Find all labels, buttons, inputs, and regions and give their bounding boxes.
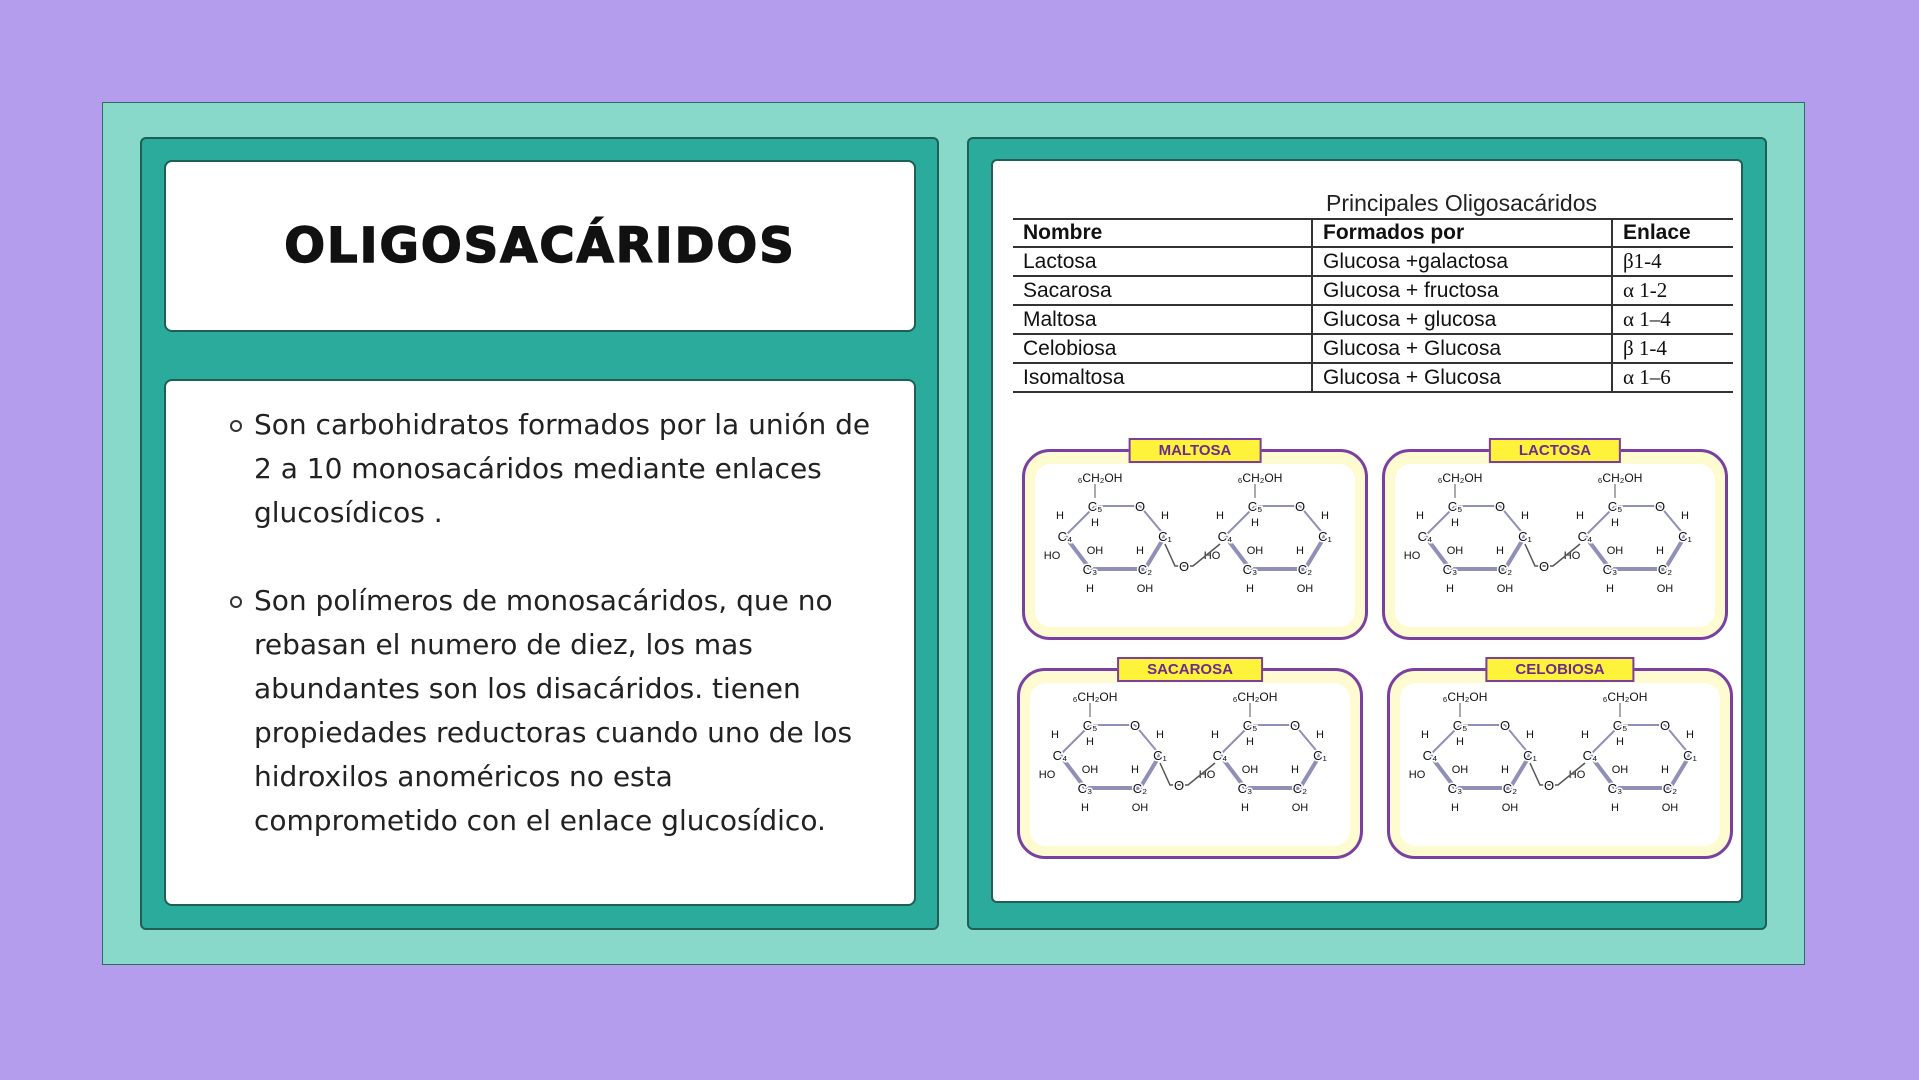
atom-label: O: [1294, 499, 1306, 514]
atom-label: C₂: [1657, 562, 1673, 577]
atom-label: O: [1173, 778, 1185, 793]
atom-label: O: [1289, 718, 1301, 733]
atom-label: H: [1211, 729, 1219, 741]
atom-label: C₁: [1153, 748, 1167, 763]
atom-label: H: [1051, 729, 1059, 741]
structure-area: [1395, 464, 1715, 627]
cell-composition: Glucosa + fructosa: [1312, 276, 1612, 305]
structure-area: [1035, 464, 1355, 627]
sacarosa-structure: [1017, 661, 1363, 859]
atom-label: OH: [1296, 583, 1314, 595]
atom-label: H: [1156, 729, 1164, 741]
atom-label: ₆CH₂OH: [1072, 690, 1118, 704]
atom-label: C₂: [1502, 781, 1518, 796]
table-row: [1013, 363, 1733, 392]
atom-label: O: [1659, 718, 1671, 733]
atom-label: O: [1654, 499, 1666, 514]
bullet-item: Son polímeros de monosacáridos, que no rebasan el numero de diez, los mas abundantes son los disacáridos. tienen propiedades reductoras cuando uno de los hidroxilos anoméricos no esta comprometido con el enlace glucosídico.: [218, 579, 884, 843]
structure-area: [1400, 683, 1720, 846]
atom-label: H: [1421, 729, 1429, 741]
atom-label: O: [1538, 559, 1550, 574]
atom-label: H: [1251, 517, 1259, 529]
header-enlace: Enlace: [1612, 219, 1733, 247]
atom-label: C₃: [1602, 562, 1618, 577]
structure-label: LACTOSA: [1489, 438, 1621, 463]
atom-label: C₁: [1683, 748, 1697, 763]
atom-label: H: [1296, 545, 1304, 557]
atom-label: H: [1161, 510, 1169, 522]
cell-name: Isomaltosa: [1013, 363, 1312, 392]
maltosa-structure: [1022, 442, 1368, 640]
atom-label: OH: [1501, 802, 1519, 814]
atom-label: H: [1611, 517, 1619, 529]
cell-name: Celobiosa: [1013, 334, 1312, 363]
atom-label: HO: [1198, 769, 1216, 781]
atom-label: C₅: [1607, 499, 1623, 514]
atom-label: O: [1134, 499, 1146, 514]
atom-label: H: [1581, 729, 1589, 741]
molecule-diagram: [1400, 683, 1720, 848]
molecule-diagram: [1030, 683, 1360, 848]
atom-label: C₁: [1523, 748, 1537, 763]
content-card: [164, 379, 916, 906]
atom-label: H: [1316, 729, 1324, 741]
atom-label: H: [1291, 764, 1299, 776]
cell-composition: Glucosa +galactosa: [1312, 247, 1612, 276]
atom-label: H: [1656, 545, 1664, 557]
atom-label: C₂: [1497, 562, 1513, 577]
atom-label: C₄: [1212, 748, 1228, 763]
atom-label: C₃: [1242, 562, 1258, 577]
atom-label: C₄: [1417, 529, 1433, 544]
table-header-row: [1013, 219, 1733, 247]
atom-label: O: [1499, 718, 1511, 733]
atom-label: C₃: [1447, 781, 1463, 796]
bullet-list: [218, 403, 884, 887]
table-row: [1013, 305, 1733, 334]
atom-label: OH: [1131, 802, 1149, 814]
atom-label: H: [1661, 764, 1669, 776]
atom-label: HO: [1408, 769, 1426, 781]
atom-label: H: [1496, 545, 1504, 557]
atom-label: C₅: [1247, 499, 1263, 514]
atom-label: H: [1246, 583, 1254, 595]
atom-label: ₆CH₂OH: [1602, 690, 1648, 704]
atom-label: C₅: [1612, 718, 1628, 733]
cell-bond: α 1–4: [1612, 305, 1733, 334]
cell-composition: Glucosa + glucosa: [1312, 305, 1612, 334]
atom-label: C₄: [1422, 748, 1438, 763]
header-nombre: Nombre: [1013, 219, 1312, 247]
atom-label: C₁: [1158, 529, 1172, 544]
table-row: [1013, 334, 1733, 363]
atom-label: C₄: [1217, 529, 1233, 544]
atom-label: H: [1501, 764, 1509, 776]
cell-bond: α 1–6: [1612, 363, 1733, 392]
atom-label: ₆CH₂OH: [1232, 690, 1278, 704]
atom-label: H: [1521, 510, 1529, 522]
celobiosa-structure: [1387, 661, 1733, 859]
atom-label: H: [1576, 510, 1584, 522]
cell-bond: β1-4: [1612, 247, 1733, 276]
atom-label: HO: [1203, 550, 1221, 562]
table-title: Principales Oligosacáridos: [1326, 190, 1598, 216]
atom-label: H: [1616, 736, 1624, 748]
atom-label: C₅: [1082, 718, 1098, 733]
atom-label: O: [1129, 718, 1141, 733]
atom-label: H: [1091, 517, 1099, 529]
atom-label: H: [1451, 802, 1459, 814]
atom-label: H: [1241, 802, 1249, 814]
atom-label: C₁: [1518, 529, 1532, 544]
atom-label: C₄: [1582, 748, 1598, 763]
atom-label: HO: [1568, 769, 1586, 781]
atom-label: OH: [1086, 545, 1104, 557]
atom-label: O: [1178, 559, 1190, 574]
atom-label: H: [1526, 729, 1534, 741]
cell-name: Sacarosa: [1013, 276, 1312, 305]
atom-label: H: [1446, 583, 1454, 595]
atom-label: C₂: [1662, 781, 1678, 796]
atom-label: OH: [1451, 764, 1469, 776]
atom-label: C₃: [1082, 562, 1098, 577]
page-title: OLIGOSACÁRIDOS: [284, 218, 796, 274]
atom-label: C₃: [1237, 781, 1253, 796]
atom-label: C₁: [1678, 529, 1692, 544]
cell-name: Maltosa: [1013, 305, 1312, 334]
cell-bond: β 1-4: [1612, 334, 1733, 363]
atom-label: H: [1086, 736, 1094, 748]
atom-label: OH: [1241, 764, 1259, 776]
atom-label: H: [1611, 802, 1619, 814]
atom-label: O: [1543, 778, 1555, 793]
atom-label: ₆CH₂OH: [1237, 471, 1283, 485]
table-row: [1013, 247, 1733, 276]
bullet-item: Son carbohidratos formados por la unión de 2 a 10 monosacáridos mediante enlaces glucosídicos .: [218, 403, 884, 535]
atom-label: C₂: [1292, 781, 1308, 796]
atom-label: H: [1321, 510, 1329, 522]
atom-label: H: [1686, 729, 1694, 741]
atom-label: OH: [1496, 583, 1514, 595]
atom-label: C₄: [1577, 529, 1593, 544]
atom-label: H: [1216, 510, 1224, 522]
atom-label: C₁: [1313, 748, 1327, 763]
atom-label: ₆CH₂OH: [1597, 471, 1643, 485]
atom-label: C₄: [1052, 748, 1068, 763]
atom-label: C₃: [1442, 562, 1458, 577]
atom-label: H: [1056, 510, 1064, 522]
atom-label: C₂: [1297, 562, 1313, 577]
atom-label: H: [1456, 736, 1464, 748]
atom-label: OH: [1606, 545, 1624, 557]
atom-label: HO: [1038, 769, 1056, 781]
molecule-diagram: [1035, 464, 1355, 629]
atom-label: H: [1681, 510, 1689, 522]
atom-label: OH: [1136, 583, 1154, 595]
atom-label: H: [1606, 583, 1614, 595]
atom-label: C₁: [1318, 529, 1332, 544]
atom-label: OH: [1081, 764, 1099, 776]
atom-label: OH: [1611, 764, 1629, 776]
atom-label: C₃: [1607, 781, 1623, 796]
atom-label: H: [1416, 510, 1424, 522]
molecule-diagram: [1395, 464, 1715, 629]
cell-composition: Glucosa + Glucosa: [1312, 363, 1612, 392]
atom-label: H: [1131, 764, 1139, 776]
cell-name: Lactosa: [1013, 247, 1312, 276]
atom-label: C₅: [1447, 499, 1463, 514]
cell-bond: α 1-2: [1612, 276, 1733, 305]
atom-label: OH: [1246, 545, 1264, 557]
atom-label: C₅: [1087, 499, 1103, 514]
cell-composition: Glucosa + Glucosa: [1312, 334, 1612, 363]
atom-label: C₃: [1077, 781, 1093, 796]
atom-label: C₂: [1132, 781, 1148, 796]
atom-label: ₆CH₂OH: [1077, 471, 1123, 485]
atom-label: OH: [1656, 583, 1674, 595]
atom-label: H: [1081, 802, 1089, 814]
atom-label: H: [1136, 545, 1144, 557]
atom-label: C₅: [1452, 718, 1468, 733]
lactosa-structure: [1382, 442, 1728, 640]
atom-label: ₆CH₂OH: [1442, 690, 1488, 704]
atom-label: C₂: [1137, 562, 1153, 577]
atom-label: OH: [1446, 545, 1464, 557]
atom-label: HO: [1043, 550, 1061, 562]
structure-area: [1030, 683, 1350, 846]
header-formados: Formados por: [1312, 219, 1612, 247]
oligosaccharides-table: [1013, 218, 1733, 393]
atom-label: C₄: [1057, 529, 1073, 544]
atom-label: C₅: [1242, 718, 1258, 733]
structure-label: CELOBIOSA: [1485, 657, 1634, 682]
atom-label: OH: [1661, 802, 1679, 814]
atom-label: OH: [1291, 802, 1309, 814]
atom-label: ₆CH₂OH: [1437, 471, 1483, 485]
atom-label: O: [1494, 499, 1506, 514]
atom-label: HO: [1563, 550, 1581, 562]
structure-label: SACAROSA: [1117, 657, 1263, 682]
table-row: [1013, 276, 1733, 305]
title-card: [164, 160, 916, 332]
atom-label: H: [1451, 517, 1459, 529]
atom-label: H: [1246, 736, 1254, 748]
atom-label: HO: [1403, 550, 1421, 562]
structure-label: MALTOSA: [1129, 438, 1262, 463]
atom-label: H: [1086, 583, 1094, 595]
